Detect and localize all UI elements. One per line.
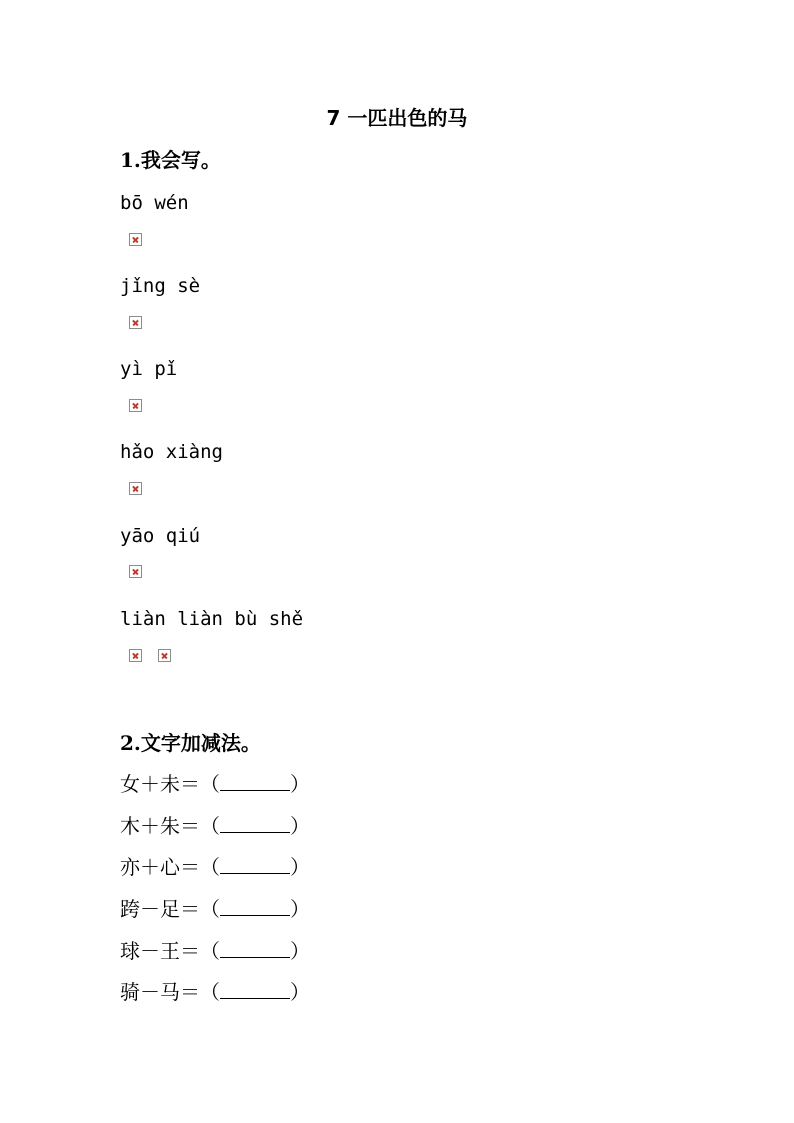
answer-image-row — [129, 565, 142, 581]
equation-row — [120, 937, 310, 965]
pinyin-prompt: liàn liàn bù shě — [120, 608, 304, 630]
equation-text: 女＋未＝（ — [120, 772, 220, 796]
equation-text: 跨－足＝（ — [120, 897, 220, 921]
broken-image-icon — [129, 482, 142, 495]
equation-text: 亦＋心＝（ — [120, 855, 220, 879]
section-1-heading: 1.我会写。 — [120, 148, 221, 172]
answer-blank[interactable] — [220, 772, 290, 791]
broken-image-icon — [129, 233, 142, 246]
pinyin-prompt: hǎo xiàng — [120, 441, 223, 463]
answer-blank[interactable] — [220, 814, 290, 833]
equation-text: 球－王＝（ — [120, 939, 220, 963]
answer-blank[interactable] — [220, 897, 290, 916]
equation-row — [120, 770, 310, 798]
equation-close: ） — [290, 939, 310, 963]
answer-image-row — [129, 649, 171, 665]
equation-row — [120, 853, 310, 881]
answer-blank[interactable] — [220, 939, 290, 958]
equation-close: ） — [290, 980, 310, 1004]
equation-row — [120, 895, 310, 923]
broken-image-icon — [129, 649, 142, 662]
answer-image-row — [129, 233, 142, 249]
pinyin-prompt: jǐng sè — [120, 275, 201, 297]
pinyin-prompt: bō wén — [120, 192, 189, 214]
equation-text: 骑－马＝（ — [120, 980, 220, 1004]
answer-image-row — [129, 316, 142, 332]
broken-image-icon — [158, 649, 171, 662]
equation-row — [120, 812, 310, 840]
equation-row — [120, 978, 310, 1006]
answer-blank[interactable] — [220, 855, 290, 874]
broken-image-icon — [129, 565, 142, 578]
equation-close: ） — [290, 772, 310, 796]
pinyin-prompt: yāo qiú — [120, 525, 201, 547]
equation-text: 木＋朱＝（ — [120, 814, 220, 838]
equation-close: ） — [290, 814, 310, 838]
answer-image-row — [129, 482, 142, 498]
answer-image-row — [129, 399, 142, 415]
answer-blank[interactable] — [220, 980, 290, 999]
page-title: 7 一匹出色的马 — [326, 106, 468, 130]
equation-close: ） — [290, 897, 310, 921]
section-2-heading: 2.文字加减法。 — [120, 731, 261, 755]
broken-image-icon — [129, 316, 142, 329]
pinyin-prompt: yì pǐ — [120, 358, 178, 380]
equation-close: ） — [290, 855, 310, 879]
broken-image-icon — [129, 399, 142, 412]
